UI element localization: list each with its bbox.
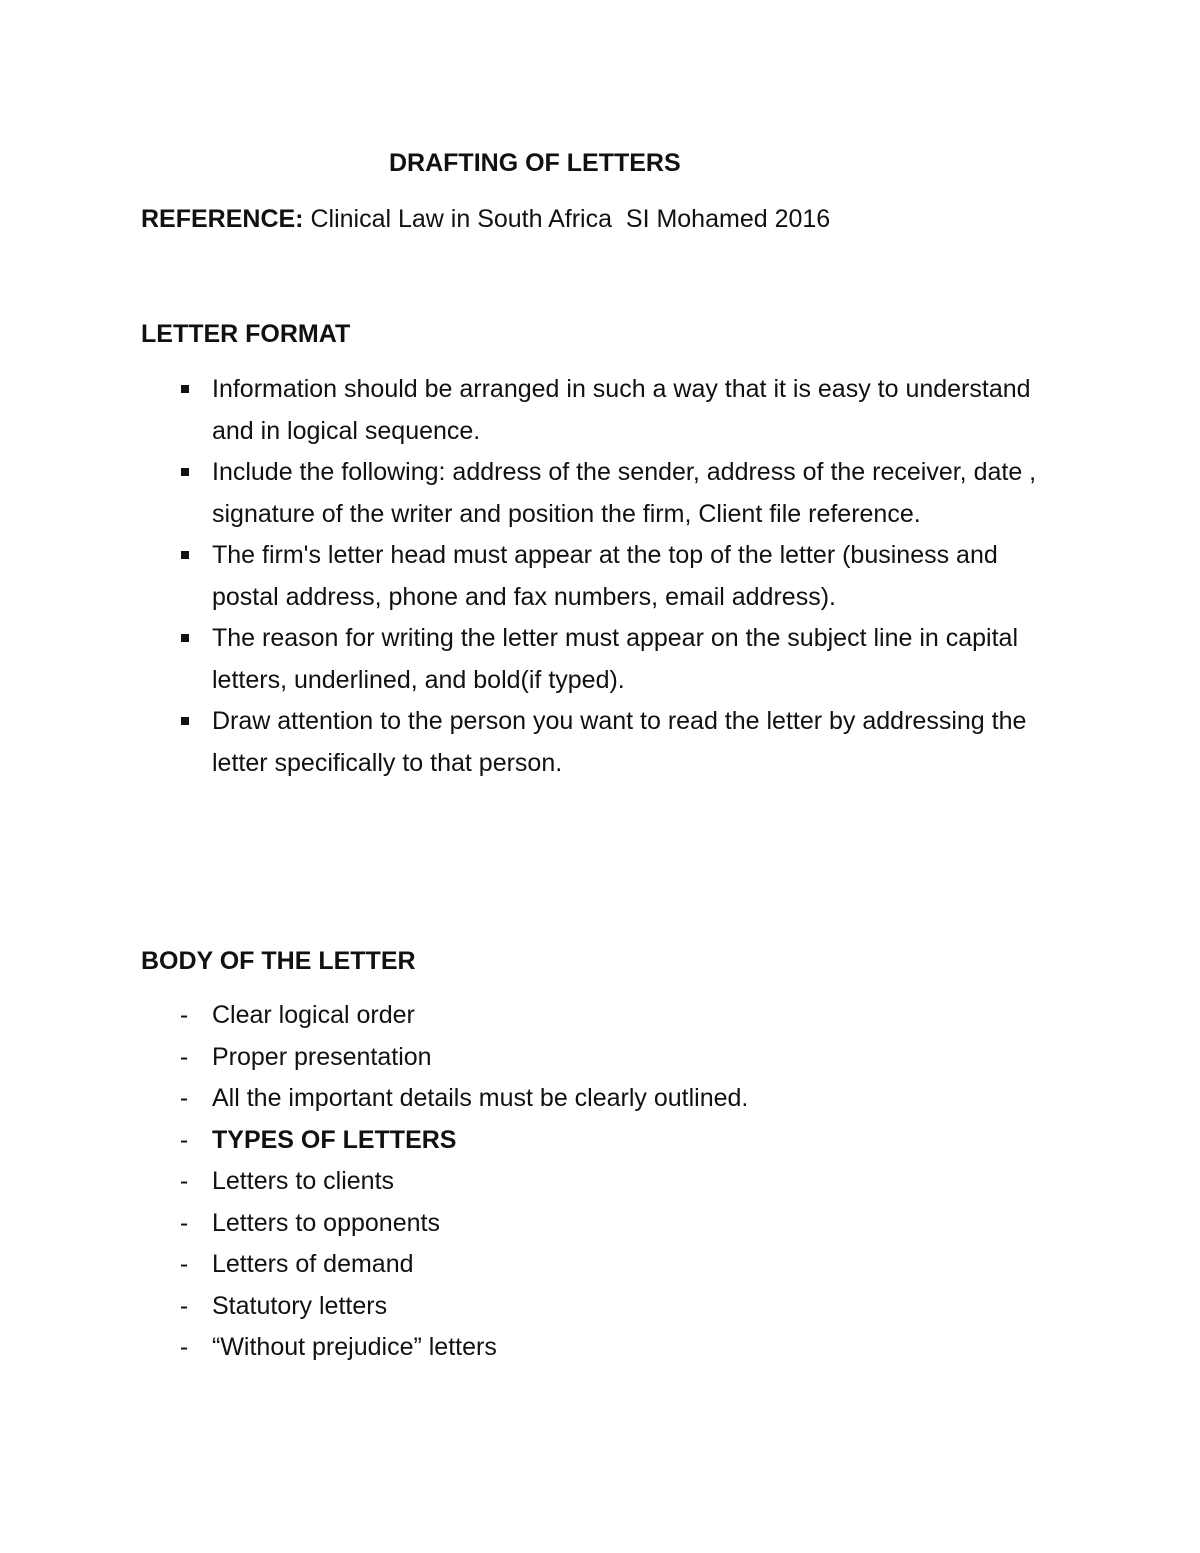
list-item: [141, 701, 1041, 784]
list-item: [141, 1327, 1041, 1369]
reference-label: REFERENCE:: [141, 205, 304, 233]
document-title: DRAFTING OF LETTERS: [389, 149, 681, 177]
list-item-text: Letters of demand: [212, 1250, 414, 1278]
list-item-text: Clear logical order: [212, 1001, 415, 1029]
list-item-text: All the important details must be clearly outlined.: [212, 1084, 749, 1112]
list-item: [141, 1161, 1041, 1203]
square-bullet-icon: [181, 634, 189, 642]
list-item: [141, 452, 1041, 535]
list-item-text: Proper presentation: [212, 1042, 432, 1071]
types-of-letters-subheading: TYPES OF LETTERS: [212, 1125, 457, 1154]
dash-bullet-icon: -: [179, 1125, 189, 1154]
square-bullet-icon: [181, 468, 189, 476]
letter-format-list: [141, 369, 1041, 784]
dash-bullet-icon: -: [179, 1001, 189, 1029]
dash-bullet-icon: -: [179, 1250, 189, 1278]
list-item-text: Letters to clients: [212, 1167, 395, 1195]
list-item: [141, 1120, 1041, 1162]
list-item-text: The firm's letter head must appear at the top of the letter (business and postal address, phone and fax numbers, email address).: [212, 541, 998, 611]
body-of-letter-heading: BODY OF THE LETTER: [141, 947, 416, 975]
list-item: [141, 1037, 1041, 1079]
letter-format-heading: LETTER FORMAT: [141, 320, 351, 348]
list-item-text: Letters to opponents: [212, 1208, 440, 1237]
dash-bullet-icon: -: [179, 1291, 189, 1320]
list-item: [141, 1203, 1041, 1245]
square-bullet-icon: [181, 551, 189, 559]
list-item-text: Information should be arranged in such a way that it is easy to understand and in logical sequence.: [212, 375, 1031, 445]
list-item-text: “Without prejudice” letters: [212, 1333, 497, 1361]
list-item: [141, 1286, 1041, 1328]
dash-bullet-icon: -: [179, 1042, 189, 1071]
dash-bullet-icon: -: [179, 1084, 189, 1112]
square-bullet-icon: [181, 717, 189, 725]
reference-line: [141, 203, 830, 235]
list-item: [141, 1078, 1041, 1120]
list-item-text: Draw attention to the person you want to read the letter by addressing the letter specifically to that person.: [212, 707, 1027, 777]
square-bullet-icon: [181, 385, 189, 393]
list-item: [141, 618, 1041, 701]
dash-bullet-icon: -: [179, 1208, 189, 1237]
list-item-text: Include the following: address of the sender, address of the receiver, date , signature of the writer and position the firm, Client file reference.: [212, 458, 1037, 528]
list-item-text: Statutory letters: [212, 1291, 388, 1320]
list-item: [141, 369, 1041, 452]
list-item: [141, 1244, 1041, 1286]
dash-bullet-icon: -: [179, 1167, 189, 1195]
list-item: [141, 995, 1041, 1037]
reference-text: Clinical Law in South Africa SI Mohamed 2016: [303, 205, 831, 233]
list-item: [141, 535, 1041, 618]
dash-bullet-icon: -: [179, 1333, 189, 1361]
list-item-text: The reason for writing the letter must appear on the subject line in capital letters, underlined, and bold(if typed).: [212, 624, 1018, 694]
body-of-letter-list: [141, 995, 1041, 1369]
